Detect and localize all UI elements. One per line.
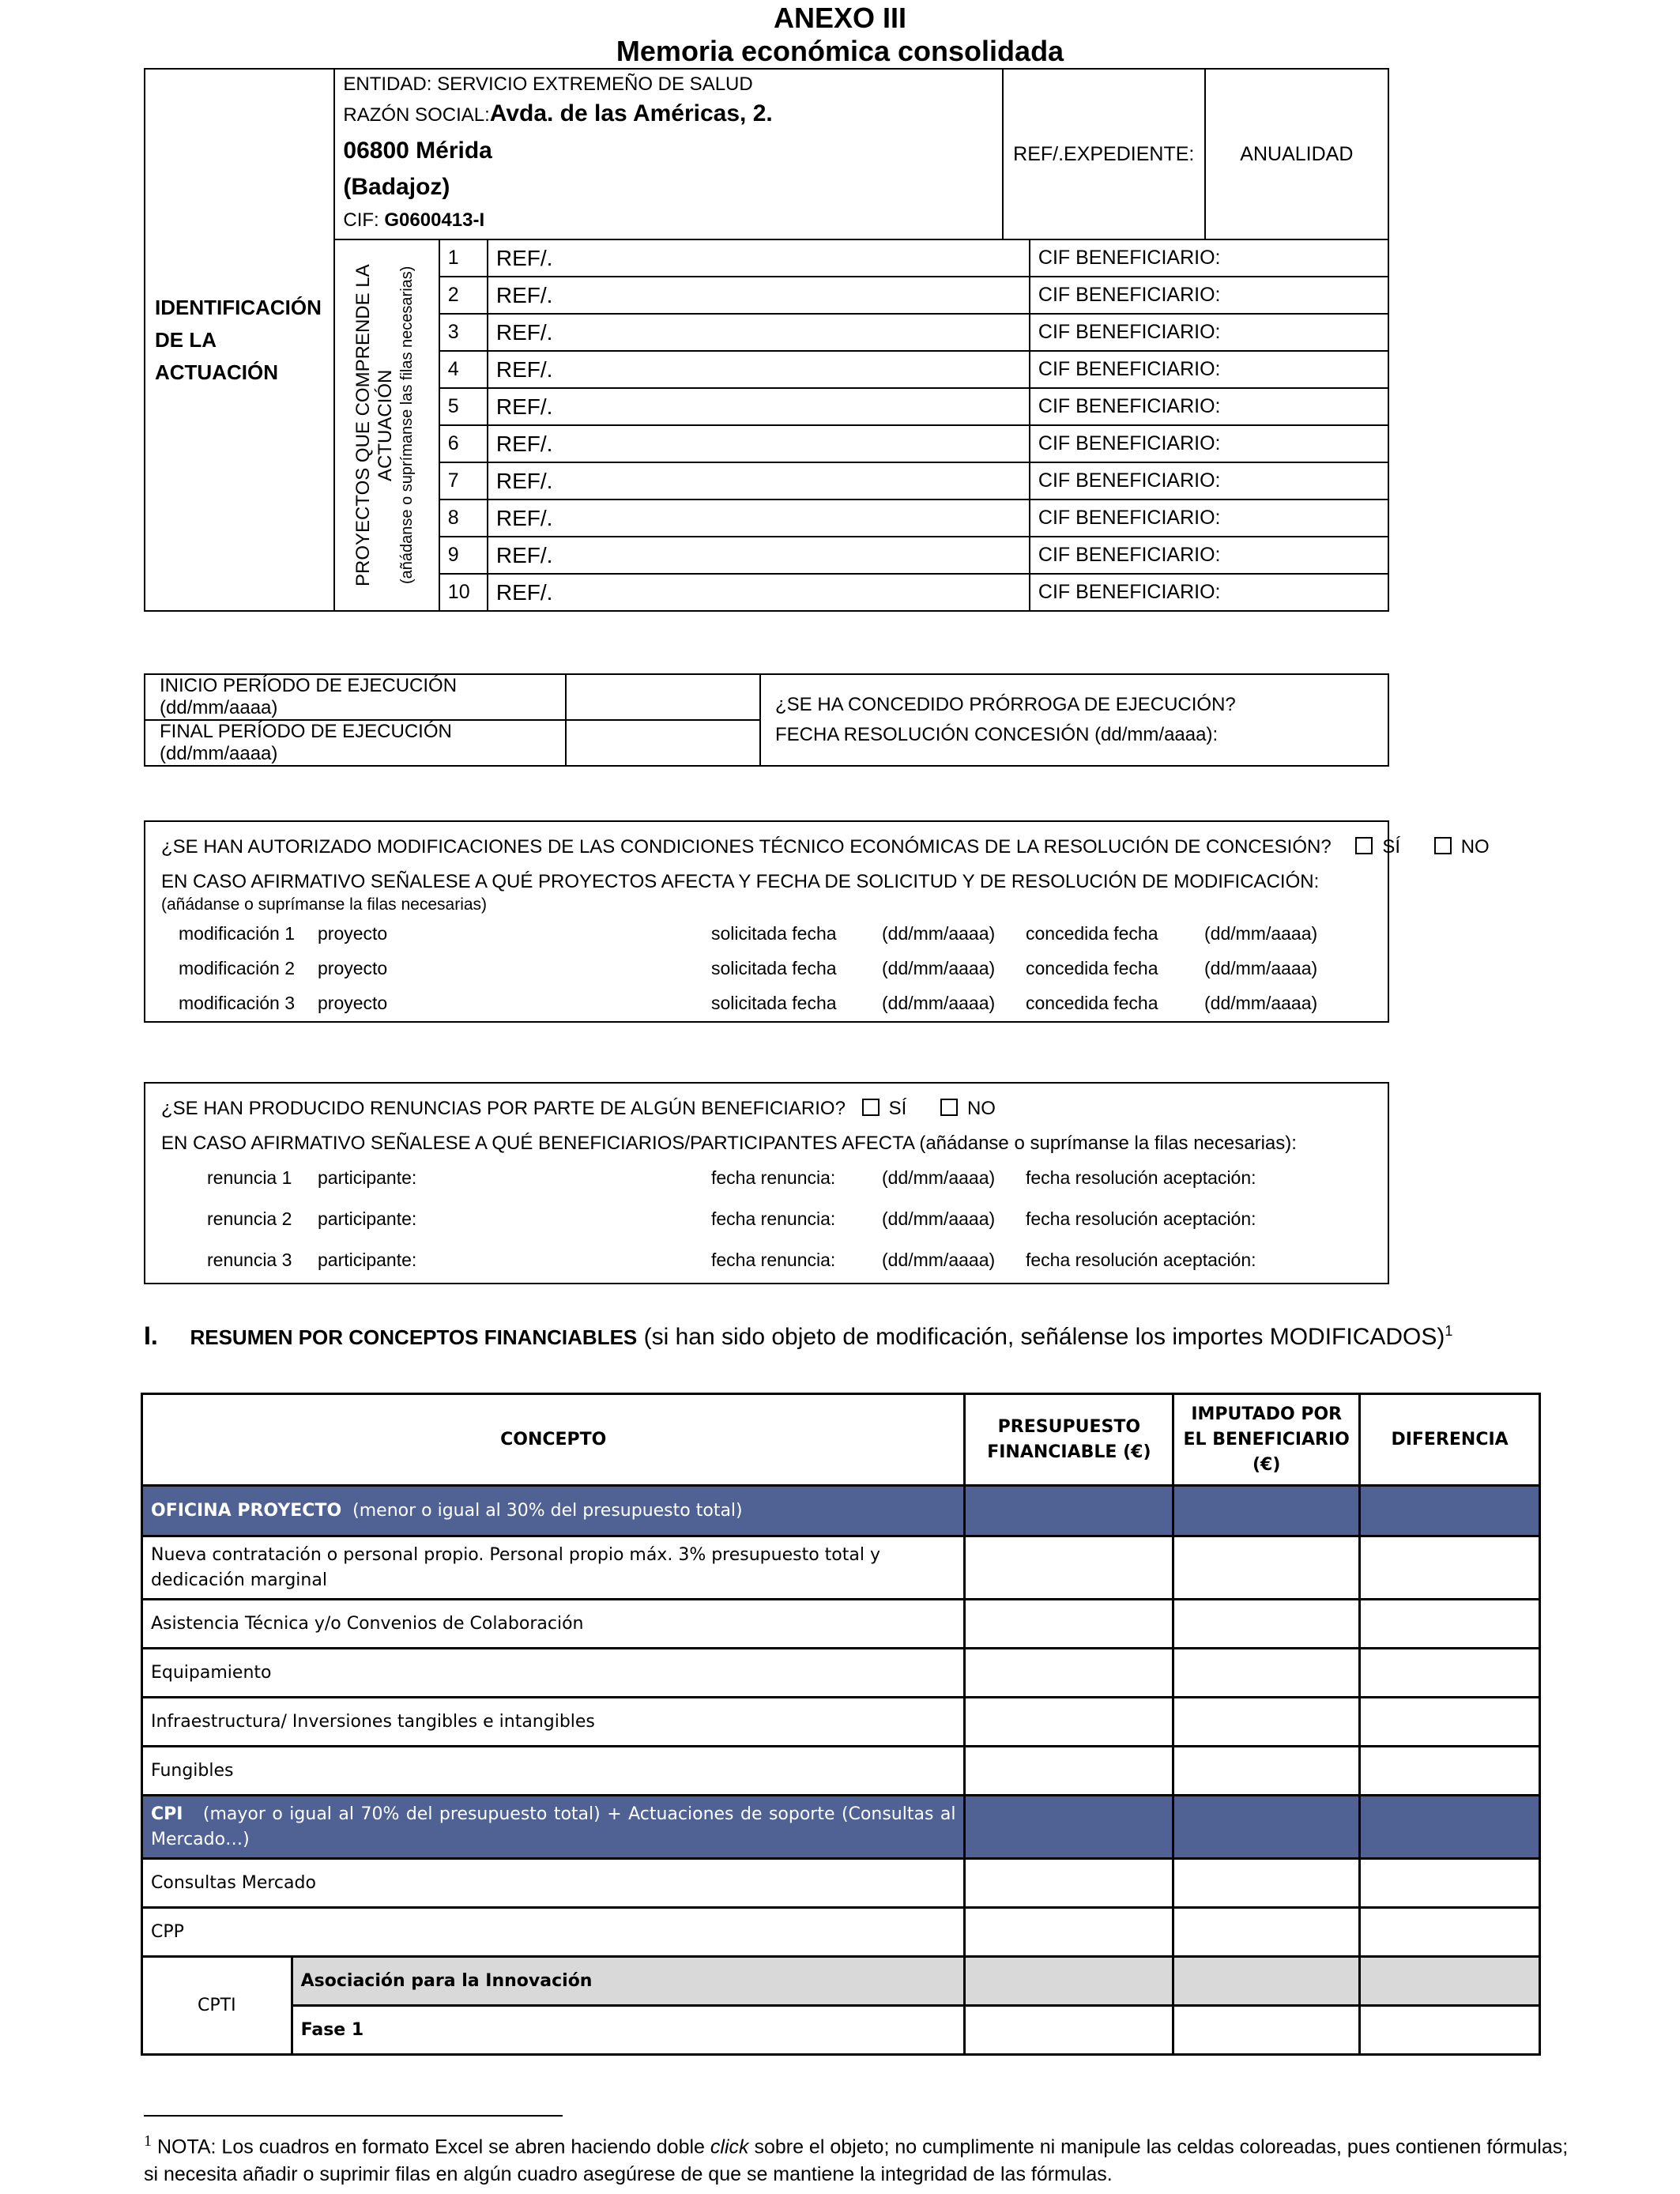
modificacion-solicitada[interactable]: solicitada fecha: [711, 993, 837, 1013]
project-row-ref[interactable]: REF/.: [488, 425, 1030, 462]
renuncia-participante[interactable]: participante:: [318, 1208, 417, 1229]
modificacion-solicitada-format: (dd/mm/aaaa): [882, 993, 996, 1013]
project-row-cif[interactable]: CIF BENEFICIARIO:: [1030, 388, 1388, 425]
modificaciones-si-label: SÍ: [1382, 836, 1401, 858]
footnote: [144, 2128, 1569, 2188]
renuncia-label: renuncia 3: [207, 1250, 292, 1270]
formula-cell: [965, 1957, 1173, 2006]
imputado-cell[interactable]: [1173, 1698, 1360, 1747]
imputado-cell[interactable]: [1173, 1859, 1360, 1908]
concepto-row: Asistencia Técnica y/o Convenios de Colaboración: [142, 1600, 965, 1649]
project-row-ref[interactable]: REF/.: [488, 314, 1030, 351]
project-row-number: 8: [439, 499, 488, 537]
modificaciones-note: (añádanse o suprímanse la filas necesarias): [161, 895, 488, 914]
cpi-label: CPI: [151, 1804, 183, 1824]
project-row-ref[interactable]: REF/.: [488, 277, 1030, 314]
diferencia-cell[interactable]: [1360, 1698, 1540, 1747]
modificacion-proyecto[interactable]: proyecto: [318, 993, 388, 1013]
project-row-number: 1: [439, 239, 488, 277]
footnote-divider: [144, 2115, 563, 2117]
fecha-resolucion-label: FECHA RESOLUCIÓN CONCESIÓN (dd/mm/aaaa):: [775, 724, 1219, 745]
header-concepto: CONCEPTO: [142, 1394, 965, 1486]
formula-cell: [965, 1486, 1173, 1536]
razon-social-city: 06800 Mérida: [343, 138, 492, 164]
modificaciones-question: ¿SE HAN AUTORIZADO MODIFICACIONES DE LAS CONDICIONES TÉCNICO ECONÓMICAS DE LA RESOLUCIÓN DE CONCESIÓN?: [161, 836, 1332, 858]
modificacion-concedida-format: (dd/mm/aaaa): [1204, 993, 1318, 1013]
inicio-periodo-label: INICIO PERÍODO DE EJECUCIÓN (dd/mm/aaaa): [145, 674, 566, 720]
project-row-ref[interactable]: REF/.: [488, 499, 1030, 537]
modificaciones-afirmativo: EN CASO AFIRMATIVO SEÑALESE A QUÉ PROYECTOS AFECTA Y FECHA DE SOLICITUD Y DE RESOLUCIÓN DE MODIFICACIÓN:: [161, 871, 1320, 892]
entidad-text: ENTIDAD: SERVICIO EXTREMEÑO DE SALUD: [343, 74, 753, 95]
inicio-periodo-input[interactable]: [566, 674, 760, 720]
imputado-cell[interactable]: [1173, 1747, 1360, 1796]
project-row-cif[interactable]: CIF BENEFICIARIO:: [1030, 499, 1388, 537]
renuncia-participante[interactable]: participante:: [318, 1250, 417, 1270]
project-row-cif[interactable]: CIF BENEFICIARIO:: [1030, 537, 1388, 574]
project-row-number: 2: [439, 277, 488, 314]
renuncia-fecha[interactable]: fecha renuncia:: [711, 1167, 836, 1188]
renuncia-fecha-format: (dd/mm/aaaa): [882, 1208, 996, 1229]
presupuesto-cell[interactable]: [965, 1859, 1173, 1908]
modificacion-solicitada-format: (dd/mm/aaaa): [882, 923, 996, 944]
section-heading: [144, 1321, 1452, 1351]
formula-cell: [1173, 1957, 1360, 2006]
header-presupuesto: PRESUPUESTO FINANCIABLE (€): [965, 1394, 1173, 1486]
modificacion-concedida-format: (dd/mm/aaaa): [1204, 923, 1318, 944]
concepto-row: CPP: [142, 1908, 965, 1957]
diferencia-cell[interactable]: [1360, 1908, 1540, 1957]
project-row-ref[interactable]: REF/.: [488, 574, 1030, 611]
diferencia-cell[interactable]: [1360, 1600, 1540, 1649]
project-row-number: 4: [439, 351, 488, 388]
formula-cell: [965, 1796, 1173, 1859]
project-row-cif[interactable]: CIF BENEFICIARIO:: [1030, 314, 1388, 351]
ref-expediente-label: REF/.EXPEDIENTE:: [1003, 69, 1205, 239]
imputado-cell[interactable]: [1173, 2006, 1360, 2055]
oficina-proyecto-note: (menor o igual al 30% del presupuesto total): [352, 1501, 743, 1521]
header-diferencia: DIFERENCIA: [1360, 1394, 1540, 1486]
project-row-cif[interactable]: CIF BENEFICIARIO:: [1030, 239, 1388, 277]
imputado-cell[interactable]: [1173, 1600, 1360, 1649]
modificacion-concedida[interactable]: concedida fecha: [1026, 993, 1158, 1013]
project-row-number: 3: [439, 314, 488, 351]
cif-value: G0600413-I: [384, 209, 485, 231]
imputado-cell[interactable]: [1173, 1536, 1360, 1600]
financial-table: [141, 1393, 1541, 2056]
renuncias-no-checkbox[interactable]: [940, 1099, 958, 1116]
renuncia-participante[interactable]: participante:: [318, 1167, 417, 1188]
project-row-cif[interactable]: CIF BENEFICIARIO:: [1030, 277, 1388, 314]
identificacion-label: IDENTIFICACIÓN DE LA ACTUACIÓN: [145, 69, 334, 611]
formula-cell: [1360, 1957, 1540, 2006]
modificacion-label: modificación 2: [179, 958, 296, 978]
oficina-proyecto-row: [142, 1486, 965, 1536]
modificacion-concedida[interactable]: concedida fecha: [1026, 958, 1158, 978]
renuncia-label: renuncia 1: [207, 1167, 292, 1188]
project-row-cif[interactable]: CIF BENEFICIARIO:: [1030, 462, 1388, 499]
renuncias-question-line: [161, 1098, 996, 1120]
modificaciones-box: [144, 820, 1490, 1023]
project-row-ref[interactable]: REF/.: [488, 462, 1030, 499]
modificacion-solicitada[interactable]: solicitada fecha: [711, 923, 837, 944]
modificacion-solicitada-format: (dd/mm/aaaa): [882, 958, 996, 978]
periodo-table: [144, 673, 1389, 767]
header-imputado: IMPUTADO POR EL BENEFICIARIO (€): [1173, 1394, 1360, 1486]
formula-cell: [1360, 1486, 1540, 1536]
formula-cell: [1360, 1796, 1540, 1859]
proyectos-note: (añádanse o suprímanse las filas necesarias): [397, 266, 416, 585]
renuncias-no-label: NO: [966, 1098, 996, 1119]
renuncia-fecha-format: (dd/mm/aaaa): [882, 1167, 996, 1188]
proyectos-label: PROYECTOS QUE COMPRENDE LA ACTUACIÓN: [352, 264, 396, 586]
presupuesto-cell[interactable]: [965, 1747, 1173, 1796]
project-row-number: 9: [439, 537, 488, 574]
section-title: RESUMEN POR CONCEPTOS FINANCIABLES: [190, 1325, 638, 1349]
modificacion-label: modificación 1: [179, 923, 296, 944]
concepto-row: Infraestructura/ Inversiones tangibles e intangibles: [142, 1698, 965, 1747]
project-row-cif[interactable]: CIF BENEFICIARIO:: [1030, 351, 1388, 388]
razon-social-value: Avda. de las Américas, 2.: [489, 100, 773, 126]
imputado-cell[interactable]: [1173, 1908, 1360, 1957]
cpi-row: [142, 1796, 965, 1859]
formula-cell: [1173, 1486, 1360, 1536]
concepto-row: Asociación para la Innovación: [292, 1957, 965, 2006]
renuncia-resolucion[interactable]: fecha resolución aceptación:: [1026, 1167, 1256, 1188]
renuncia-label: renuncia 2: [207, 1208, 292, 1229]
modificaciones-no-checkbox[interactable]: [1434, 837, 1452, 854]
project-row-ref[interactable]: REF/.: [488, 351, 1030, 388]
modificacion-label: modificación 3: [179, 993, 296, 1013]
concepto-row: Fungibles: [142, 1747, 965, 1796]
entidad-cell: [334, 69, 1002, 239]
presupuesto-cell[interactable]: [965, 1908, 1173, 1957]
project-row-ref[interactable]: REF/.: [488, 239, 1030, 277]
footnote-click: click: [710, 2136, 749, 2158]
renuncia-fecha[interactable]: fecha renuncia:: [711, 1208, 836, 1229]
anualidad-label: ANUALIDAD: [1205, 69, 1388, 239]
diferencia-cell[interactable]: [1360, 2006, 1540, 2055]
concepto-row: Fase 1: [292, 2006, 965, 2055]
identification-table: [144, 68, 1389, 612]
renuncias-si-label: SÍ: [888, 1098, 907, 1119]
concepto-row: Nueva contratación o personal propio. Personal propio máx. 3% presupuesto total y dedicación marginal: [142, 1536, 965, 1600]
footnote-text-3: si necesita añadir o suprimir filas en algún cuadro asegúrese de que se mantiene la integridad de las fórmulas.: [144, 2163, 1113, 2186]
modificacion-solicitada[interactable]: solicitada fecha: [711, 958, 837, 978]
presupuesto-cell[interactable]: [965, 2006, 1173, 2055]
modificaciones-si-checkbox[interactable]: [1355, 837, 1373, 854]
project-row-number: 6: [439, 425, 488, 462]
renuncias-si-checkbox[interactable]: [862, 1099, 880, 1116]
project-row-number: 7: [439, 462, 488, 499]
concepto-row: Equipamiento: [142, 1649, 965, 1698]
presupuesto-cell[interactable]: [965, 1600, 1173, 1649]
project-row-number: 10: [439, 574, 488, 611]
formula-cell: [1173, 1796, 1360, 1859]
prorroga-question: ¿SE HA CONCEDIDO PRÓRROGA DE EJECUCIÓN?: [775, 694, 1236, 715]
diferencia-cell[interactable]: [1360, 1747, 1540, 1796]
presupuesto-cell[interactable]: [965, 1698, 1173, 1747]
project-row-cif[interactable]: CIF BENEFICIARIO:: [1030, 574, 1388, 611]
imputado-cell[interactable]: [1173, 1649, 1360, 1698]
presupuesto-cell[interactable]: [965, 1649, 1173, 1698]
final-periodo-label: FINAL PERÍODO DE EJECUCIÓN (dd/mm/aaaa): [145, 720, 566, 766]
modificacion-concedida[interactable]: concedida fecha: [1026, 923, 1158, 944]
diferencia-cell[interactable]: [1360, 1859, 1540, 1908]
presupuesto-cell[interactable]: [965, 1536, 1173, 1600]
project-row-cif[interactable]: CIF BENEFICIARIO:: [1030, 425, 1388, 462]
modificaciones-question-line: [161, 836, 1490, 858]
concepto-row: Consultas Mercado: [142, 1859, 965, 1908]
renuncia-fecha-format: (dd/mm/aaaa): [882, 1250, 996, 1270]
footnote-reference[interactable]: 1: [1445, 1323, 1453, 1339]
renuncia-fecha[interactable]: fecha renuncia:: [711, 1250, 836, 1270]
page-subtitle: Memoria económica consolidada: [616, 35, 1064, 67]
renuncia-resolucion[interactable]: fecha resolución aceptación:: [1026, 1208, 1256, 1229]
diferencia-cell[interactable]: [1360, 1536, 1540, 1600]
project-row-ref[interactable]: REF/.: [488, 388, 1030, 425]
modificacion-concedida-format: (dd/mm/aaaa): [1204, 958, 1318, 978]
prorroga-cell: [760, 674, 1388, 766]
cpi-note: (mayor o igual al 70% del presupuesto total) + Actuaciones de soporte (Consultas al Mercado…): [151, 1804, 956, 1849]
cpti-label: CPTI: [142, 1957, 292, 2055]
project-row-number: 5: [439, 388, 488, 425]
renuncias-afirmativo: EN CASO AFIRMATIVO SEÑALESE A QUÉ BENEFICIARIOS/PARTICIPANTES AFECTA (añádanse o suprímanse la filas necesarias):: [161, 1133, 1297, 1154]
proyectos-label-cell: [334, 239, 439, 611]
razon-social-label: RAZÓN SOCIAL:: [343, 104, 490, 126]
razon-social-province: (Badajoz): [343, 174, 450, 200]
oficina-proyecto-label: OFICINA PROYECTO: [151, 1501, 342, 1521]
section-number: I.: [144, 1321, 158, 1350]
final-periodo-input[interactable]: [566, 720, 760, 766]
section-title-rest: (si han sido objeto de modificación, señálense los importes MODIFICADOS): [643, 1324, 1445, 1350]
renuncias-question: ¿SE HAN PRODUCIDO RENUNCIAS POR PARTE DE ALGÚN BENEFICIARIO?: [161, 1098, 846, 1119]
footnote-mark: 1: [144, 2132, 152, 2150]
diferencia-cell[interactable]: [1360, 1649, 1540, 1698]
modificacion-proyecto[interactable]: proyecto: [318, 958, 388, 978]
modificacion-proyecto[interactable]: proyecto: [318, 923, 388, 944]
footnote-text-1: NOTA: Los cuadros en formato Excel se abren haciendo doble: [156, 2136, 710, 2158]
renuncias-box: [144, 1082, 1389, 1284]
modificaciones-no-label: NO: [1460, 836, 1490, 858]
renuncia-resolucion[interactable]: fecha resolución aceptación:: [1026, 1250, 1256, 1270]
footnote-text-2: sobre el objeto; no cumplimente ni manipule las celdas coloreadas, pues contienen fórmulas;: [748, 2136, 1569, 2158]
project-row-ref[interactable]: REF/.: [488, 537, 1030, 574]
cif-label: CIF:: [343, 209, 379, 231]
page-title: ANEXO III: [773, 2, 907, 34]
